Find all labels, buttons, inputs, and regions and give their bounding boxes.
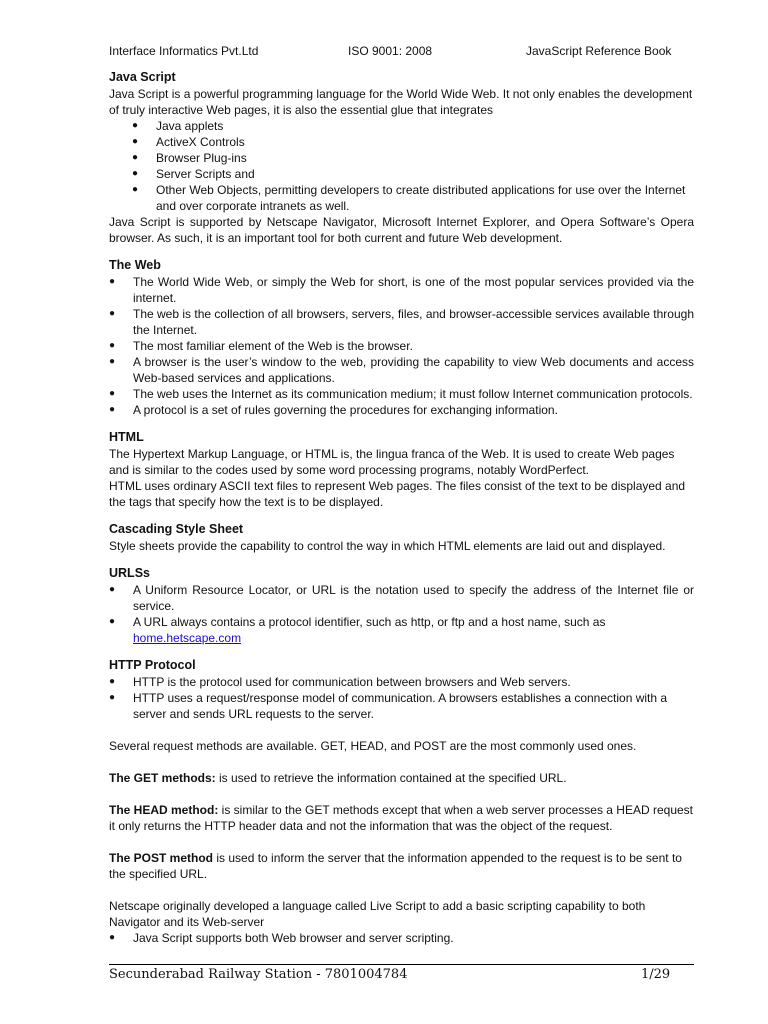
urls-list [109,582,694,646]
list-item: ● The most familiar element of the Web is the browser. [109,339,413,353]
css-paragraph: Style sheets provide the capability to control the way in which HTML elements are laid out and displayed. [109,539,666,553]
javascript-list [109,118,694,214]
bullet-icon: ● [109,276,116,287]
http-list [109,674,694,722]
list-item: ● A Uniform Resource Locator, or URL is the notation used to specify the address of the Internet file or service. [109,583,694,613]
post-method-text: is used to inform the server that the information appended to the request is to be sent to the specified URL. [109,851,682,881]
list-item: ● The web uses the Internet as its communication medium; it must follow Internet communication protocols. [109,387,693,401]
list-item: ● The web is the collection of all browsers, servers, files, and browser-accessible services available through the Internet. [109,307,694,337]
html-paragraph-2: HTML uses ordinary ASCII text files to represent Web pages. The files consist of the text to be displayed and the tags that specify how the text is to be displayed. [109,479,686,509]
bullet-icon: ● [132,168,139,179]
web-list [109,274,694,418]
list-item: ● The World Wide Web, or simply the Web for short, is one of the most popular services provided via the internet. [109,275,694,305]
bullet-icon: ● [109,404,116,415]
list-item: ● ActiveX Controls [132,135,245,149]
javascript-outro: Java Script is supported by Netscape Navigator, Microsoft Internet Explorer, and Opera Software’s Opera browser. As such, it is an important tool for both current and future Web development. [109,215,694,245]
bullet-icon: ● [109,692,116,703]
page-footer [109,964,694,983]
bullet-icon: ● [132,184,139,195]
list-item: ● A URL always contains a protocol identifier, such as http, or ftp and a host name, such as home.hetscape.com [109,615,606,645]
bullet-icon: ● [109,356,116,367]
list-item: ● Java applets [132,119,224,133]
hetscape-link[interactable]: home.hetscape.com [133,631,242,645]
get-method-paragraph [109,770,694,786]
list-item: ● A browser is the user’s window to the web, providing the capability to view Web documents and access Web-based services and applications. [109,355,694,385]
post-method-paragraph [109,850,694,882]
bullet-icon: ● [109,388,116,399]
list-item: ● HTTP is the protocol used for communication between browsers and Web servers. [109,675,571,689]
bullet-icon: ● [109,340,116,351]
list-item: ● Other Web Objects, permitting developers to create distributed applications for use over the Internet and over corporate intranets as well. [132,183,686,213]
post-method-label: The POST method [109,851,214,865]
document-body [109,68,694,946]
bullet-icon: ● [132,136,139,147]
section-heading-web: The Web [109,258,161,272]
javascript-intro: Java Script is a powerful programming language for the World Wide Web. It not only enables the development of truly interactive Web pages, it is also the essential glue that integrates [109,87,693,117]
page-header [109,43,694,59]
bullet-icon: ● [109,932,116,943]
bullet-icon: ● [132,120,139,131]
methods-intro: Several request methods are available. GET, HEAD, and POST are the most commonly used ones. [109,739,637,753]
list-item: ● Browser Plug-ins [132,151,247,165]
section-heading-html: HTML [109,430,144,444]
list-item: ● Server Scripts and [132,167,255,181]
section-heading-css: Cascading Style Sheet [109,522,244,536]
livescript-list [109,930,694,946]
get-method-label: The GET methods: [109,771,216,785]
bullet-icon: ● [109,616,116,627]
header-company: Interface Informatics Pvt.Ltd [109,44,259,58]
bullet-icon: ● [109,676,116,687]
head-method-label: The HEAD method: [109,803,219,817]
head-method-paragraph [109,802,694,834]
section-heading-http: HTTP Protocol [109,658,196,672]
html-paragraph-1: The Hypertext Markup Language, or HTML is, the lingua franca of the Web. It is used to create Web pages and is similar to the codes used by some word processing programs, notably WordPerfect. [109,447,675,477]
page-number: 1/29 [641,967,671,982]
bullet-icon: ● [132,152,139,163]
bullet-icon: ● [109,584,116,595]
get-method-text: is used to retrieve the information contained at the specified URL. [215,771,567,785]
header-book-title: JavaScript Reference Book [526,44,672,58]
livescript-paragraph: Netscape originally developed a language called Live Script to add a basic scripting capability to both Navigator and its Web-server [109,899,646,929]
header-iso: ISO 9001: 2008 [348,44,433,58]
footer-location: Secunderabad Railway Station - 7801004784 [109,967,408,982]
list-item: ● Java Script supports both Web browser and server scripting. [109,931,454,945]
head-method-text: is similar to the GET methods except that when a web server processes a HEAD request it only returns the HTTP header data and not the information that was the object of the request. [109,803,693,833]
section-heading-javascript: Java Script [109,70,176,84]
list-item: ● A protocol is a set of rules governing the procedures for exchanging information. [109,403,558,417]
list-item: ● HTTP uses a request/response model of communication. A browsers establishes a connection with a server and sends URL requests to the server. [109,691,668,721]
bullet-icon: ● [109,308,116,319]
section-heading-urls: URLSs [109,566,150,580]
